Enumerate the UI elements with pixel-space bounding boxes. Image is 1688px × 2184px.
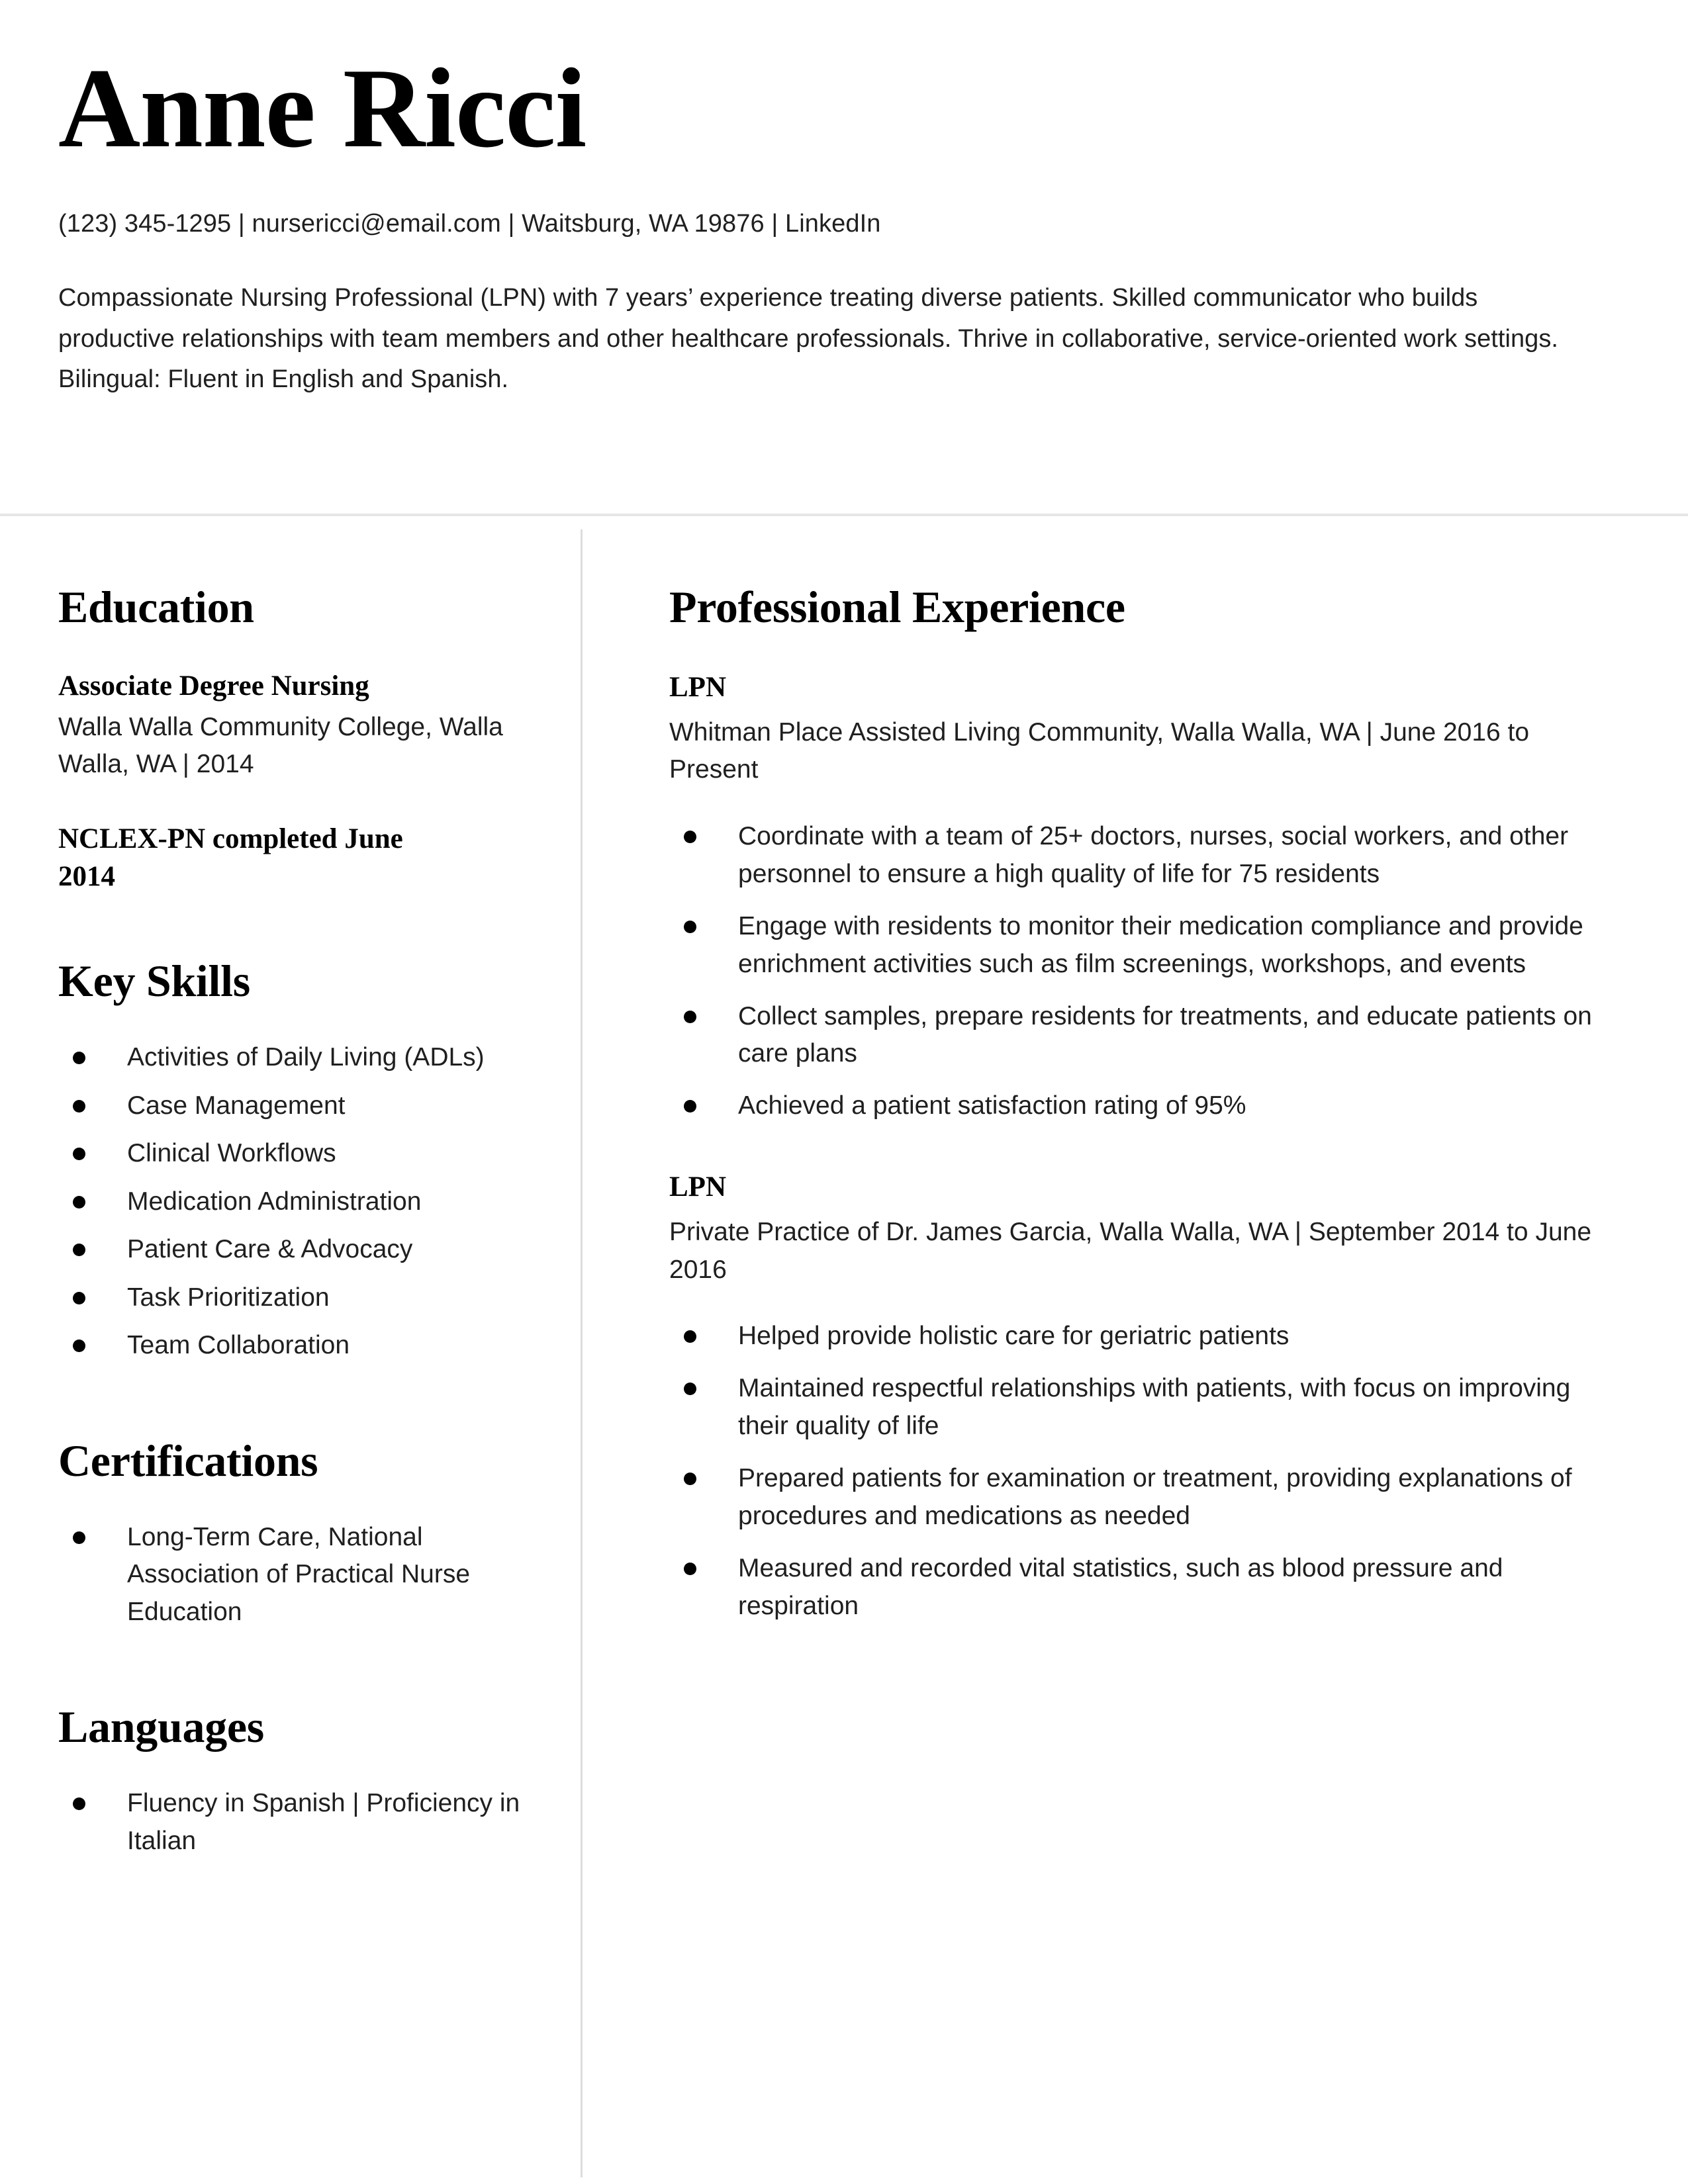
experience-entry	[669, 1169, 1622, 1625]
list-item: Team Collaboration	[73, 1327, 541, 1365]
education-degree: Associate Degree Nursing	[58, 670, 369, 702]
job-meta: Whitman Place Assisted Living Community, Walla Walla, WA | June 2016 to Present	[669, 717, 1530, 784]
professional-summary: Compassionate Nursing Professional (LPN) with 7 years’ experience treating diverse patients. Skilled communicator who builds productive relationships with team members and other healthcare professionals. Thrive in collaborative, service-oriented work settings. Bilingual: Fluent in English and Spanish.	[58, 284, 1559, 394]
certifications-list	[58, 1519, 541, 1631]
section-professional-experience	[669, 529, 1622, 1625]
education-entry	[58, 668, 541, 784]
section-heading-languages: Languages	[58, 1702, 264, 1752]
list-item: Helped provide holistic care for geriatric patients	[684, 1318, 1622, 1355]
education-detail: Walla Walla Community College, Walla Walla, WA | 2014	[58, 712, 503, 779]
list-item: Coordinate with a team of 25+ doctors, nurses, social workers, and other personnel to ensure a high quality of life for 75 residents	[684, 818, 1622, 893]
job-meta: Private Practice of Dr. James Garcia, Walla Walla, WA | September 2014 to June 2016	[669, 1218, 1592, 1284]
languages-list	[58, 1785, 541, 1860]
sidebar-column	[0, 529, 581, 1870]
section-heading-professional-experience: Professional Experience	[669, 582, 1125, 632]
job-title: LPN	[669, 671, 726, 703]
header-divider	[0, 514, 1688, 516]
list-item: Achieved a patient satisfaction rating of 95%	[684, 1087, 1622, 1125]
section-languages	[58, 1641, 541, 1860]
job-bullets	[669, 818, 1622, 1126]
list-item: Maintained respectful relationships with patients, with focus on improving their quality of life	[684, 1370, 1622, 1445]
list-item: Fluency in Spanish | Proficiency in Italian	[73, 1785, 541, 1860]
key-skills-list	[58, 1039, 541, 1365]
section-heading-key-skills: Key Skills	[58, 956, 250, 1007]
list-item: Measured and recorded vital statistics, such as blood pressure and respiration	[684, 1550, 1622, 1625]
list-item: Engage with residents to monitor their medication compliance and provide enrichment activities such as film screenings, workshops, and events	[684, 908, 1622, 983]
experience-entry	[669, 669, 1622, 1126]
page-title: Anne Ricci	[58, 46, 586, 171]
list-item: Long-Term Care, National Association of Practical Nurse Education	[73, 1519, 541, 1631]
list-item: Clinical Workflows	[73, 1135, 541, 1173]
resume-body	[0, 529, 1688, 1870]
main-column	[581, 529, 1688, 1870]
section-education	[58, 529, 541, 895]
resume-header	[0, 0, 1688, 400]
section-heading-education: Education	[58, 582, 254, 632]
list-item: Task Prioritization	[73, 1279, 541, 1317]
list-item: Medication Administration	[73, 1183, 541, 1221]
list-item: Prepared patients for examination or treatment, providing explanations of procedures and medications as needed	[684, 1460, 1622, 1535]
section-certifications	[58, 1375, 541, 1631]
list-item: Patient Care & Advocacy	[73, 1231, 541, 1269]
list-item: Collect samples, prepare residents for treatments, and educate patients on care plans	[684, 998, 1622, 1073]
contact-line: (123) 345-1295 | nursericci@email.com | Waitsburg, WA 19876 | LinkedIn	[58, 210, 881, 238]
education-note: NCLEX-PN completed June 2014	[58, 823, 403, 892]
job-bullets	[669, 1318, 1622, 1625]
job-title: LPN	[669, 1171, 726, 1203]
section-heading-certifications: Certifications	[58, 1435, 318, 1486]
list-item: Case Management	[73, 1087, 541, 1125]
list-item: Activities of Daily Living (ADLs)	[73, 1039, 541, 1077]
section-key-skills	[58, 895, 541, 1365]
